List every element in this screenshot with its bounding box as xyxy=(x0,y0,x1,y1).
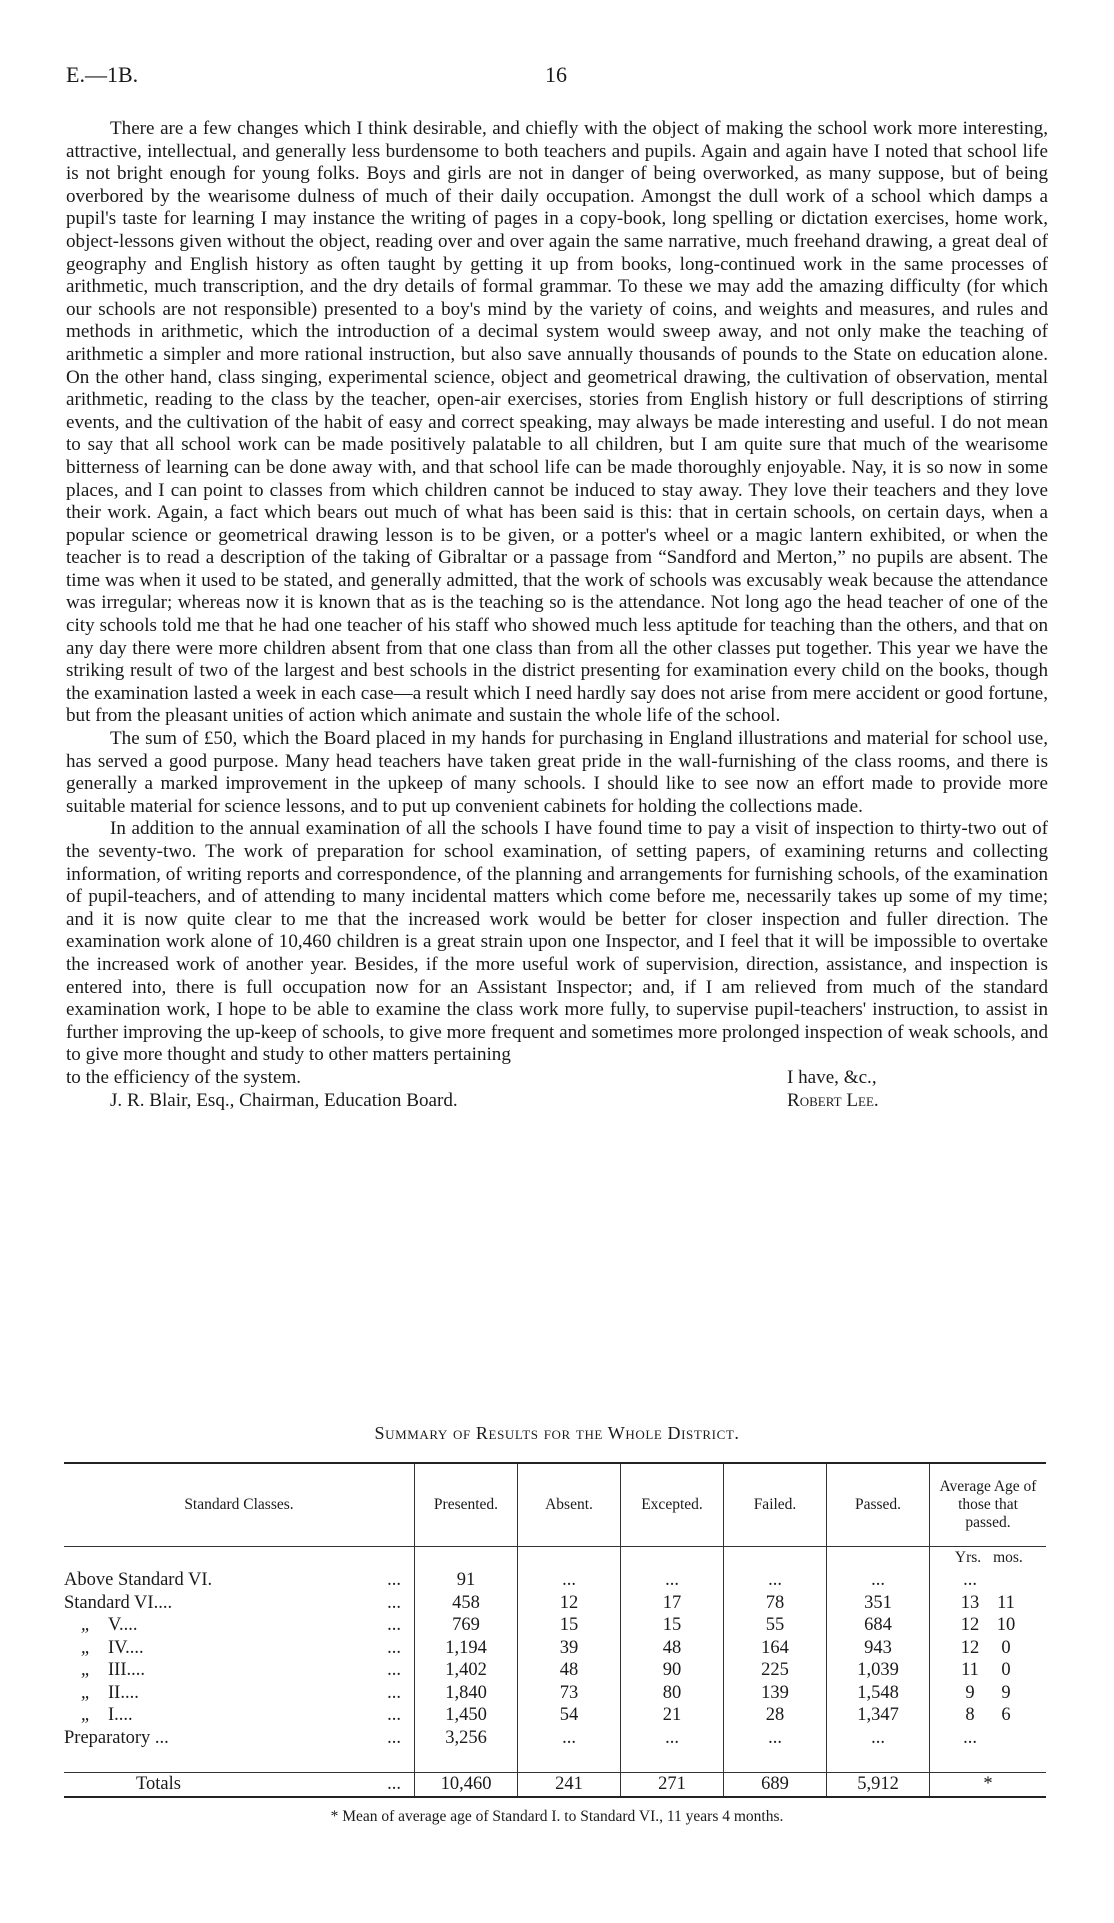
excepted-cell: 17 xyxy=(621,1592,724,1615)
average-age-cell xyxy=(930,1682,1047,1705)
table-row xyxy=(64,1682,1046,1705)
table-row xyxy=(64,1660,1046,1683)
table-row xyxy=(64,1615,1046,1638)
age-months: 0 xyxy=(1001,1660,1011,1681)
excepted-cell: ... xyxy=(621,1727,724,1750)
absent-cell: 39 xyxy=(518,1637,621,1660)
table-header-row xyxy=(64,1463,1046,1547)
addressee: J. R. Blair, Esq., Chairman, Education Board. xyxy=(110,1089,458,1111)
absent-cell: 12 xyxy=(518,1592,621,1615)
excepted-cell: 15 xyxy=(621,1615,724,1638)
passed-cell: 1,548 xyxy=(827,1682,930,1705)
age-years: ... xyxy=(963,1570,977,1591)
failed-cell: ... xyxy=(724,1727,827,1750)
absent-cell: ... xyxy=(518,1570,621,1593)
failed-cell: 164 xyxy=(724,1637,827,1660)
row-label-cell xyxy=(64,1592,374,1615)
row-label-cell xyxy=(64,1615,374,1638)
row-label-cell xyxy=(64,1570,374,1593)
total-presented-cell: 10,460 xyxy=(415,1773,518,1797)
column-header: Excepted. xyxy=(621,1463,724,1547)
column-header: Presented. xyxy=(415,1463,518,1547)
report-body xyxy=(66,118,1048,1112)
ditto-mark: „ xyxy=(80,1615,92,1636)
row-label-cell xyxy=(64,1727,374,1750)
column-header: Average Age of those that passed. xyxy=(930,1463,1047,1547)
ditto-mark: „ xyxy=(80,1660,92,1681)
presented-cell: 1,402 xyxy=(415,1660,518,1683)
passed-cell: 1,039 xyxy=(827,1660,930,1683)
age-years: 11 xyxy=(961,1660,979,1681)
row-label: IV.... xyxy=(108,1637,144,1658)
leader-dots: ... xyxy=(387,1660,401,1681)
signature: Robert Lee. xyxy=(787,1089,879,1111)
total-passed-cell: 5,912 xyxy=(827,1773,930,1797)
paragraph: The sum of £50, which the Board placed in my hands for purchasing in England illustrations and material for school use, has served a good purpose. Many head teachers have taken great pride in the wall-furnishing of the class rooms, and there is generally a marked improvement in the upkeep of many schools. I should like to see now an effort made to provide more suitable material for science lessons, and to put up convenient cabinets for holding the collections made. xyxy=(66,728,1048,817)
failed-cell: ... xyxy=(724,1570,827,1593)
row-label: II.... xyxy=(108,1682,139,1703)
closing-line xyxy=(66,1067,1048,1090)
row-label-cell xyxy=(64,1637,374,1660)
years-unit: Yrs. xyxy=(954,1549,982,1567)
presented-cell: 1,194 xyxy=(415,1637,518,1660)
age-years: 9 xyxy=(965,1682,975,1703)
row-label-cell xyxy=(64,1705,374,1728)
leader-dots: ... xyxy=(387,1682,401,1703)
passed-cell: 1,347 xyxy=(827,1705,930,1728)
row-label-cell xyxy=(64,1660,374,1683)
table-title: Summary of Results for the Whole District. xyxy=(374,1423,740,1443)
average-age-cell xyxy=(930,1727,1047,1750)
results-summary-table xyxy=(64,1462,1046,1798)
average-age-cell xyxy=(930,1570,1047,1593)
average-age-cell xyxy=(930,1592,1047,1615)
age-months: 10 xyxy=(996,1615,1016,1636)
table-row xyxy=(64,1637,1046,1660)
absent-cell: 15 xyxy=(518,1615,621,1638)
row-label-cell xyxy=(64,1682,374,1705)
excepted-cell: 21 xyxy=(621,1705,724,1728)
presented-cell: 769 xyxy=(415,1615,518,1638)
absent-cell: 73 xyxy=(518,1682,621,1705)
age-years: ... xyxy=(963,1727,977,1748)
excepted-cell: 80 xyxy=(621,1682,724,1705)
age-months: 0 xyxy=(1001,1637,1011,1658)
total-absent-cell: 241 xyxy=(518,1773,621,1797)
column-header: Failed. xyxy=(724,1463,827,1547)
absent-cell: ... xyxy=(518,1727,621,1750)
leader-dots: ... xyxy=(387,1615,401,1636)
presented-cell: 91 xyxy=(415,1570,518,1593)
signature-line xyxy=(66,1090,1048,1113)
table-row xyxy=(64,1570,1046,1593)
totals-row xyxy=(64,1773,1046,1797)
age-years: 8 xyxy=(965,1705,975,1726)
row-label: I.... xyxy=(108,1705,133,1726)
column-header: Standard Classes. xyxy=(184,1496,294,1513)
row-label: Preparatory ... xyxy=(64,1727,169,1748)
ditto-mark: „ xyxy=(80,1637,92,1658)
passed-cell: 351 xyxy=(827,1592,930,1615)
average-age-cell xyxy=(930,1615,1047,1638)
age-years: 13 xyxy=(960,1592,980,1613)
leader-dots: ... xyxy=(387,1727,401,1748)
age-years: 12 xyxy=(960,1637,980,1658)
failed-cell: 139 xyxy=(724,1682,827,1705)
presented-cell: 458 xyxy=(415,1592,518,1615)
totals-label: Totals xyxy=(64,1773,374,1797)
salutation: I have, &c., xyxy=(787,1066,877,1088)
leader-dots: ... xyxy=(387,1570,401,1591)
column-header: Passed. xyxy=(827,1463,930,1547)
average-age-cell xyxy=(930,1637,1047,1660)
total-failed-cell: 689 xyxy=(724,1773,827,1797)
spacer-row xyxy=(64,1750,1046,1773)
paragraph: In addition to the annual examination of all the schools I have found time to pay a visit of inspection to thirty-two out of the seventy-two. The work of preparation for school examination, of setting papers, of examining returns and collecting information, of writing reports and correspondence, of the planning and arrangements for furnishing schools, of the examination of pupil-teachers, and of attending to many incidental matters which come before me, necessarily takes up some of my time; and it is now quite clear to me that the increased work would be better for closer inspection and fuller direction. The examination work alone of 10,460 children is a great strain upon one Inspector, and I feel that it will be impossible to overtake the increased work of another year. Besides, if the more useful work of supervision, direction, assistance, and inspection is entered into, there is full occupation now for an Assistant Inspector; and, if I am relieved from much of the standard examination work, I hope to be able to examine the class work more fully, to supervise pupil-teachers' instruction, to assist in further improving the up-keep of schools, to give more frequent and sometimes more prolonged inspection of weak schools, and to give more thought and study to other matters pertaining xyxy=(66,818,1048,1066)
footnote: * Mean of average age of Standard I. to Standard VI., 11 years 4 months. xyxy=(330,1808,784,1825)
column-header: Absent. xyxy=(518,1463,621,1547)
row-label: Standard VI.... xyxy=(64,1592,173,1613)
presented-cell: 3,256 xyxy=(415,1727,518,1750)
average-age-cell xyxy=(930,1660,1047,1683)
failed-cell: 225 xyxy=(724,1660,827,1683)
age-years: 12 xyxy=(960,1615,980,1636)
passed-cell: 684 xyxy=(827,1615,930,1638)
age-months: 11 xyxy=(997,1592,1015,1613)
row-label: V.... xyxy=(108,1615,138,1636)
months-unit: mos. xyxy=(993,1549,1023,1567)
row-label: III.... xyxy=(108,1660,145,1681)
page-header xyxy=(66,62,1046,96)
excepted-cell: ... xyxy=(621,1570,724,1593)
leader-dots: ... xyxy=(387,1592,401,1613)
table-row xyxy=(64,1727,1046,1750)
page-number: 16 xyxy=(545,62,567,87)
failed-cell: 28 xyxy=(724,1705,827,1728)
presented-cell: 1,840 xyxy=(415,1682,518,1705)
presented-cell: 1,450 xyxy=(415,1705,518,1728)
paragraph: There are a few changes which I think desirable, and chiefly with the object of making the school work more interesting, attractive, intellectual, and generally less burdensome to both teachers and pupils. Again and again have I noted that school life is not bright enough for young folks. Boys and girls are not in danger of being overworked, as many suppose, but of being overbored by the wearisome dulness of much of their daily occupation. Amongst the dull work of a school which damps a pupil's taste for learning I may instance the writing of pages in a copy-book, long spelling or dictation exercises, home work, object-lessons given without the object, reading over and over again the same narrative, much freehand drawing, a great deal of geography and English history as often taught by getting it up from books, long-continued work in the same processes of arithmetic, much transcription, and the dry details of formal grammar. To these we may add the amazing difficulty (for which our schools are not responsible) presented to a boy's mind by the variety of coins, and weights and measures, and rules and methods in arithmetic, which the introduction of a decimal system would sweep away, and not only make the teaching of arithmetic a simpler and more rational instruction, but also save annually thousands of pounds to the State on education alone. On the other hand, class singing, experimental science, object and geometrical drawing, the cultivation of observation, mental arithmetic, reading to the class by the teacher, open-air exercises, stories from English history or full descriptions of stirring events, and the cultivation of the habit of easy and correct speaking, may always be made interesting and useful. I do not mean to say that all school work can be made positively palatable to all children, but I am quite sure that much of the wearisome bitterness of learning can be done away with, and that school life can be made thoroughly enjoyable. Nay, it is so now in some places, and I can point to classes from which children cannot be induced to stay away. They love their teachers and they love their work. Again, a fact which bears out much of what has been said is this: that in certain schools, on certain days, when a popular science or geometrical drawing lesson is to be given, or a potter's wheel or a magic lantern exhibited, or when the teacher is to read a description of the taking of Gibraltar or a passage from “Sandford and Merton,” no pupils are absent. The time was when it used to be stated, and generally admitted, that the work of schools was excusably weak because the attendance was irregular; whereas now it is known that as is the teaching so is the attendance. Not long ago the head teacher of one of the city schools told me that he had one teacher of his staff who showed much less aptitude for teaching than the others, and that on any day there were more children absent from that one class than from all the other classes put together. This year we have the striking result of two of the largest and best schools in the district presenting for examination every child on the books, though the examination lasted a week in each case—a result which I need hardly say does not arise from mere accident or good fortune, but from the pleasant unities of action which animate and sustain the whole life of the school. xyxy=(66,118,1048,727)
closing-text: to the efficiency of the system. xyxy=(66,1066,302,1088)
leader-dots: ... xyxy=(387,1637,401,1658)
age-months: 9 xyxy=(1001,1682,1011,1703)
table-row xyxy=(64,1705,1046,1728)
row-label: Above Standard VI. xyxy=(64,1570,213,1591)
failed-cell: 78 xyxy=(724,1592,827,1615)
absent-cell: 54 xyxy=(518,1705,621,1728)
document-reference: E.—1B. xyxy=(66,62,139,87)
total-excepted-cell: 271 xyxy=(621,1773,724,1797)
excepted-cell: 90 xyxy=(621,1660,724,1683)
absent-cell: 48 xyxy=(518,1660,621,1683)
ditto-mark: „ xyxy=(80,1705,92,1726)
ditto-mark: „ xyxy=(80,1682,92,1703)
passed-cell: 943 xyxy=(827,1637,930,1660)
failed-cell: 55 xyxy=(724,1615,827,1638)
total-age-cell: * xyxy=(930,1773,1047,1797)
excepted-cell: 48 xyxy=(621,1637,724,1660)
leader-dots: ... xyxy=(387,1705,401,1726)
age-months: 6 xyxy=(1001,1705,1011,1726)
units-row xyxy=(64,1547,1046,1570)
passed-cell: ... xyxy=(827,1727,930,1750)
leader-dots: ... xyxy=(374,1773,415,1797)
table-row xyxy=(64,1592,1046,1615)
average-age-cell xyxy=(930,1705,1047,1728)
passed-cell: ... xyxy=(827,1570,930,1593)
